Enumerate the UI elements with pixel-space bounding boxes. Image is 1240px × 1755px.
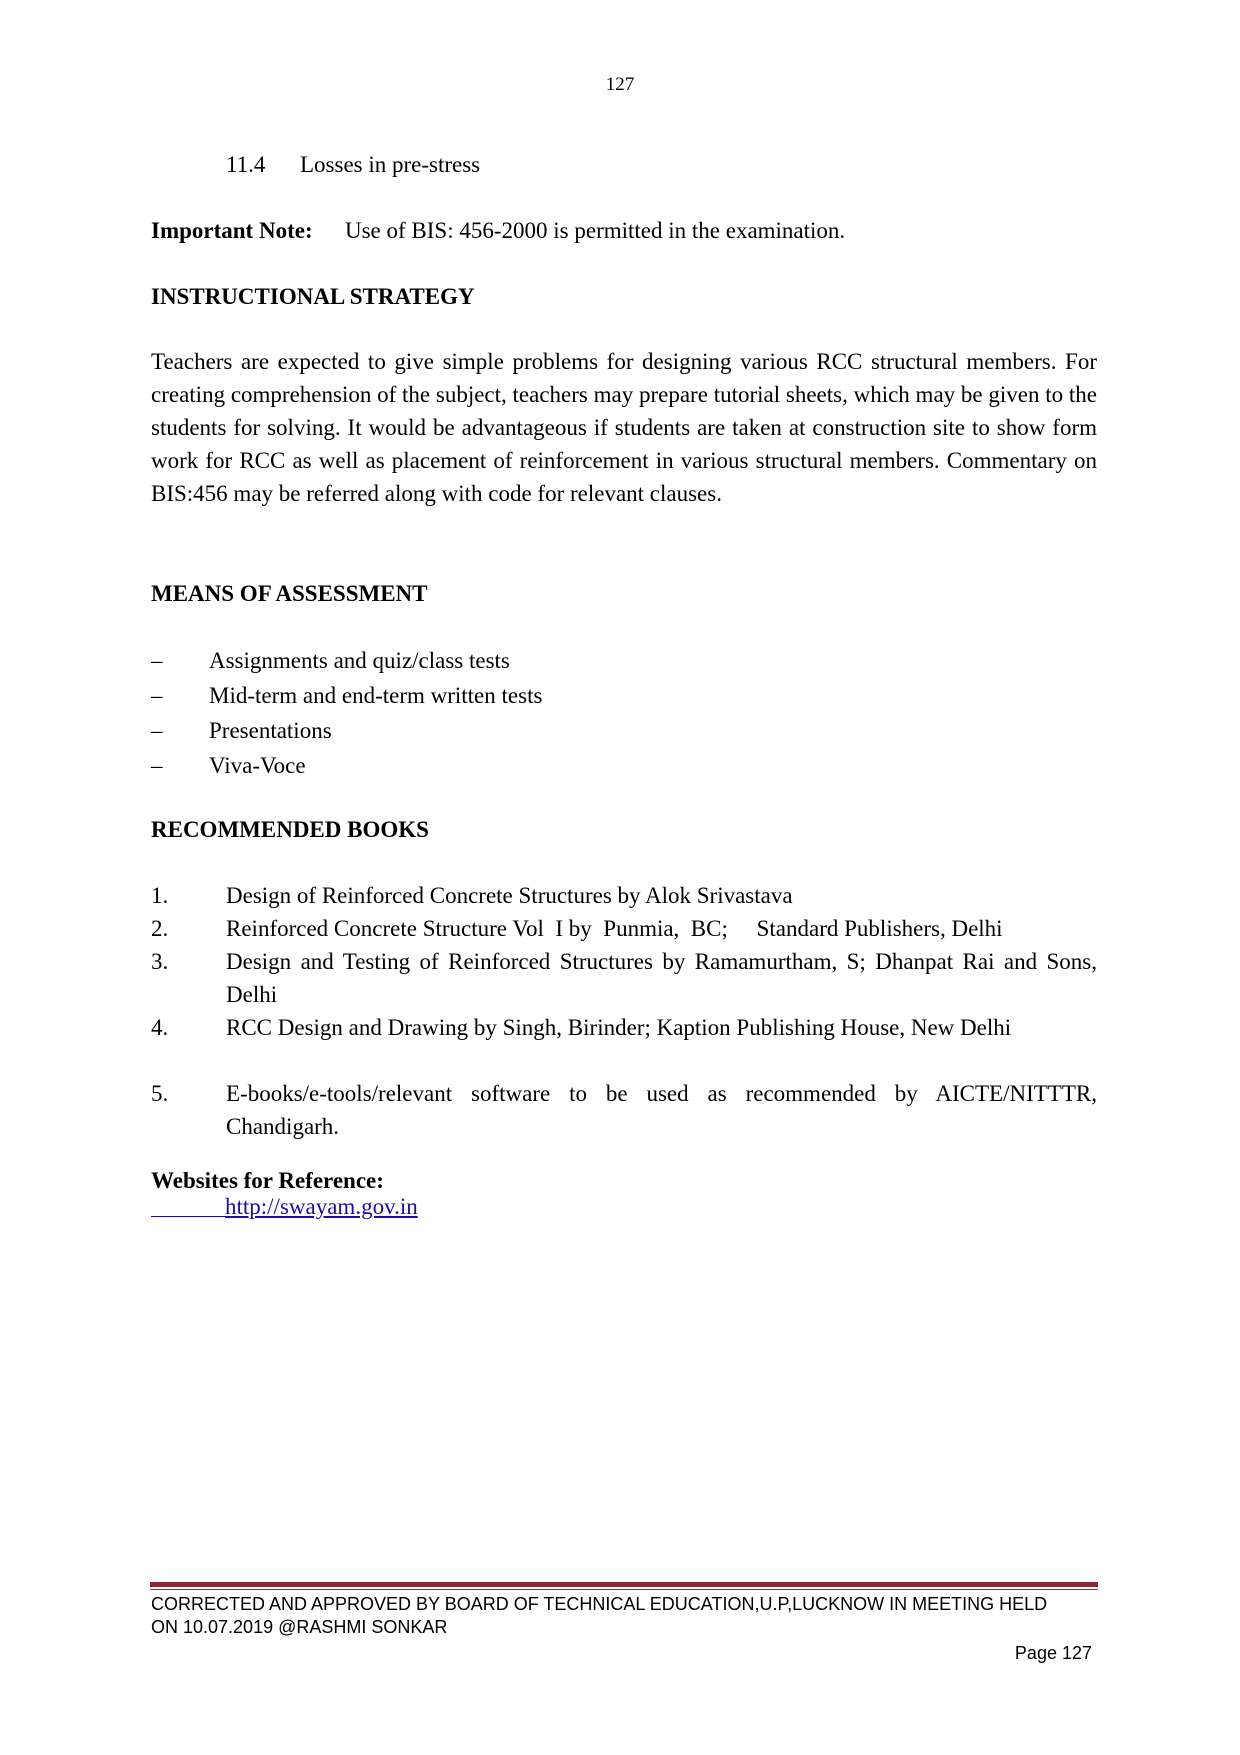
- section-title: Losses in pre-stress: [300, 152, 481, 177]
- footer-rule-thick: [150, 1582, 1098, 1587]
- assessment-item: Viva-Voce: [209, 753, 306, 778]
- book-number: 5.: [151, 1081, 169, 1106]
- websites-link-row: [151, 1190, 418, 1223]
- websites-heading: Websites for Reference:: [151, 1168, 384, 1193]
- note-label: Important Note:: [151, 218, 313, 243]
- footer-approval-line-1: CORRECTED AND APPROVED BY BOARD OF TECHNICAL EDUCATION,U.P,LUCKNOW IN MEETING HELD: [151, 1594, 1048, 1614]
- assessment-item: Mid-term and end-term written tests: [209, 683, 543, 708]
- book-number: 1.: [151, 883, 169, 908]
- books-heading: RECOMMENDED BOOKS: [151, 817, 429, 842]
- book-number: 3.: [151, 949, 169, 974]
- note-text: Use of BIS: 456-2000 is permitted in the examination.: [345, 218, 846, 243]
- book-entry: RCC Design and Drawing by Singh, Birinder; Kaption Publishing House, New Delhi: [226, 1015, 1012, 1040]
- link-underline-lead: [151, 1190, 225, 1217]
- instructional-strategy-heading: INSTRUCTIONAL STRATEGY: [151, 284, 475, 309]
- book-entry: Design and Testing of Reinforced Structures by Ramamurtham, S; Dhanpat Rai and Sons, Delhi: [226, 949, 1097, 1007]
- assessment-item: Assignments and quiz/class tests: [209, 648, 510, 673]
- footer-rule-thin: [150, 1589, 1098, 1590]
- instructional-strategy-text: Teachers are expected to give simple problems for designing various RCC structural members. For creating comprehension of the subject, teachers may prepare tutorial sheets, which may be given to the students for solving. It would be advantageous if students are taken at construction site to show form work for RCC as well as placement of reinforcement in various structural members. Commentary on BIS:456 may be referred along with code for relevant clauses.: [151, 349, 1097, 506]
- swayam-link[interactable]: http://swayam.gov.in: [225, 1194, 418, 1219]
- book-entry: E-books/e-tools/relevant software to be used as recommended by AICTE/NITTTR, Chandigarh.: [226, 1081, 1097, 1139]
- footer-page-number: Page 127: [1014, 1643, 1092, 1663]
- bullet-dash: –: [151, 753, 163, 778]
- book-entry: Reinforced Concrete Structure Vol I by Punmia, BC; Standard Publishers, Delhi: [226, 916, 1003, 941]
- assessment-item: Presentations: [209, 718, 332, 743]
- book-number: 2.: [151, 916, 169, 941]
- assessment-heading: MEANS OF ASSESSMENT: [151, 581, 428, 606]
- book-entry: Design of Reinforced Concrete Structures by Alok Srivastava: [226, 883, 793, 908]
- footer-approval-line-2: ON 10.07.2019 @RASHMI SONKAR: [151, 1617, 448, 1637]
- instructional-strategy-paragraph: [151, 345, 1097, 510]
- section-number: 11.4: [226, 152, 266, 177]
- bullet-dash: –: [151, 683, 163, 708]
- book-number: 4.: [151, 1015, 169, 1040]
- bullet-dash: –: [151, 718, 163, 743]
- bullet-dash: –: [151, 648, 163, 673]
- page-number-top: 127: [605, 74, 635, 95]
